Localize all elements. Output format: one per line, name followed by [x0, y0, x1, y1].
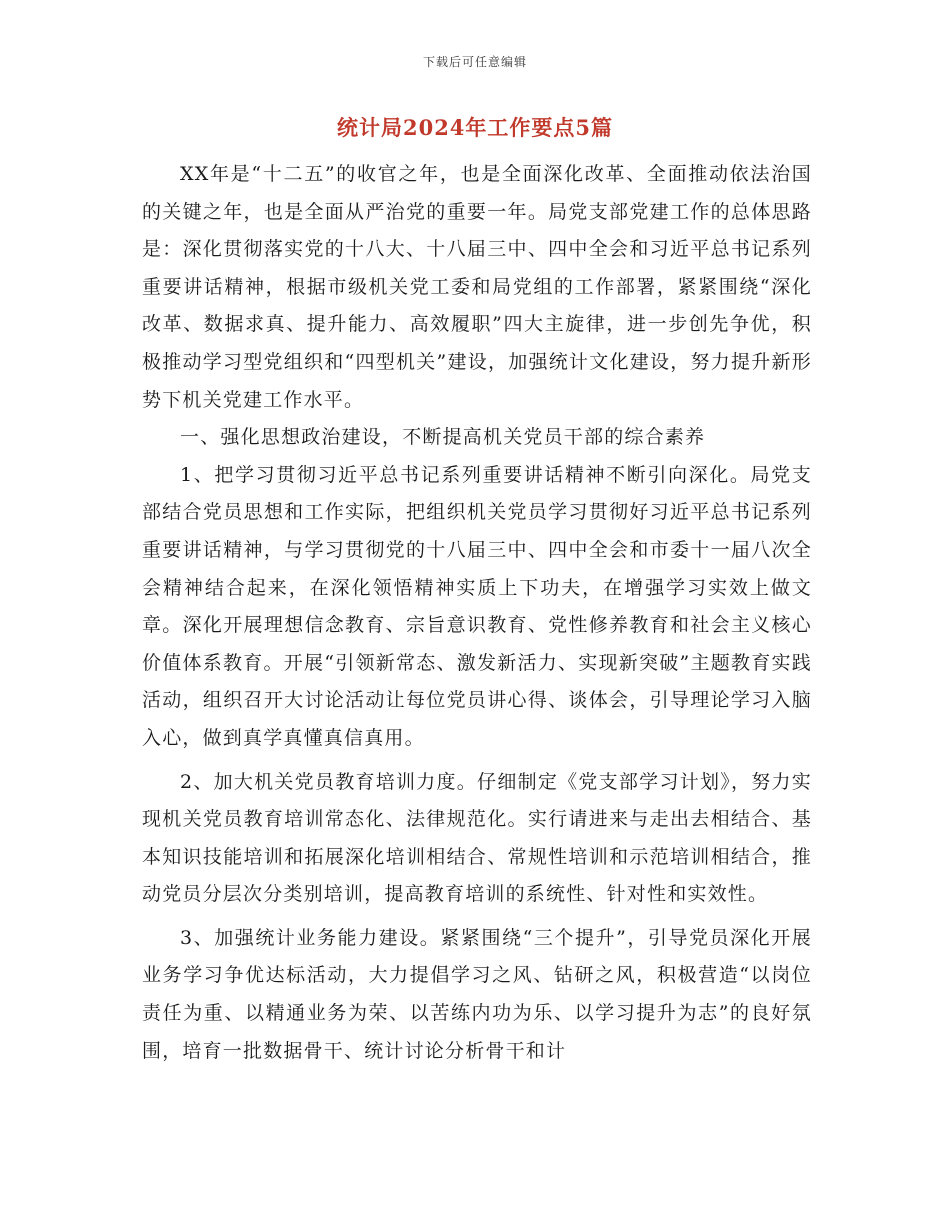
paragraph-item-1: 1、把学习贯彻习近平总书记系列重要讲话精神不断引向深化。局党支部结合党员思想和工作实际，把组织机关党员学习贯彻好习近平总书记系列重要讲话精神，与学习贯彻党的十八届三中、四中全会和市委十一届八次全会精神结合起来，在深化领悟精神实质上下功夫，在增强学习实效上做文章。深化开展理想信念教育、宗旨意识教育、党性修养教育和社会主义核心价值体系教育。开展“引领新常态、激发新活力、实现新突破”主题教育实践活动，组织召开大讨论活动让每位党员讲心得、谈体会，引导理论学习入脑入心，做到真学真懂真信真用。 — [142, 463, 812, 749]
paragraph-intro: XX年是“十二五”的收官之年，也是全面深化改革、全面推动依法治国的关键之年，也是全面从严治党的重要一年。局党支部党建工作的总体思路是：深化贯彻落实党的十八大、十八届三中、四中全会和习近平总书记系列重要讲话精神，根据市级机关党工委和局党组的工作部署，紧紧围绕“深化改革、数据求真、提升能力、高效履职”四大主旋律，进一步创先争优，积极推动学习型党组织和“四型机关”建设，加强统计文化建设，努力提升新形势下机关党建工作水平。 — [142, 163, 812, 411]
header-note: 下载后可任意编辑 — [422, 55, 527, 69]
paragraph-item-2: 2、加大机关党员教育培训力度。仔细制定《党支部学习计划》，努力实现机关党员教育培训常态化、法律规范化。实行请进来与走出去相结合、基本知识技能培训和拓展深化培训相结合、常规性培训和示范培训相结合，推动党员分层次分类别培训，提高教育培训的系统性、针对性和实效性。 — [142, 770, 812, 906]
paragraph-item-3: 3、加强统计业务能力建设。紧紧围绕“三个提升”，引导党员深化开展业务学习争优达标活动，大力提倡学习之风、钻研之风，积极营造“以岗位责任为重、以精通业务为荣、以苦练内功为乐、以学习提升为志”的良好氛围，培育一批数据骨干、统计讨论分析骨干和计 — [142, 926, 812, 1062]
section-heading-1: 一、强化思想政治建设，不断提高机关党员干部的综合素养 — [180, 426, 706, 449]
document-body — [142, 156, 812, 1070]
document-title: 统计局2024年工作要点5篇 — [336, 115, 614, 140]
